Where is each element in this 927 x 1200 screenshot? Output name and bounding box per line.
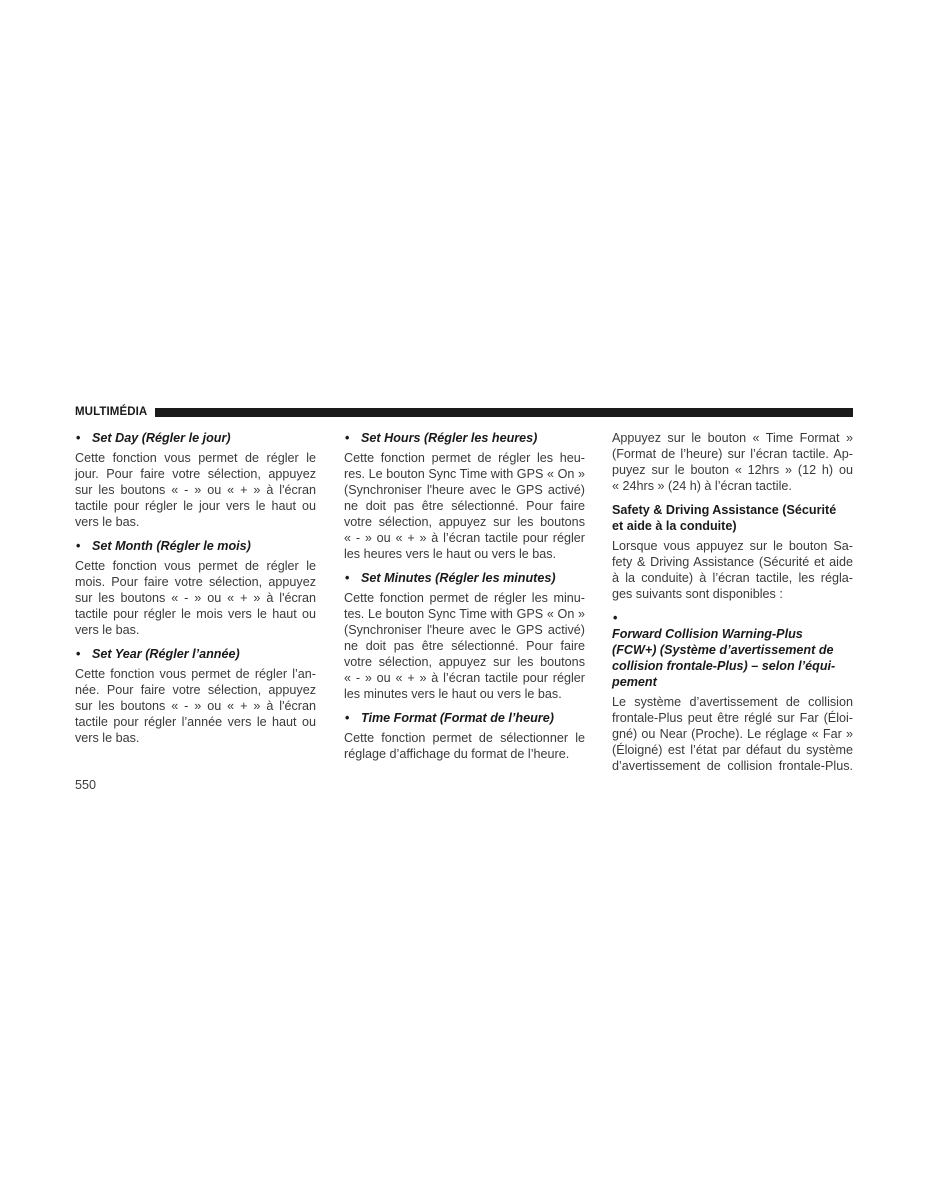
paragraph — [612, 694, 853, 774]
text-line: res. Le bouton Sync Time with GPS « On » — [344, 467, 585, 481]
column-2 — [344, 430, 585, 770]
text-line: (Format de l’heure) sur l’écran tactile. Ap- — [612, 447, 853, 461]
text-line: vers le bas. — [75, 623, 140, 637]
bullet-heading — [75, 538, 316, 554]
column-3 — [612, 430, 853, 782]
page-number: 550 — [75, 778, 97, 792]
text-line: votre sélection, appuyez sur les boutons — [344, 655, 585, 669]
text-line: fety & Driving Assistance (Sécurité et aide — [612, 555, 853, 569]
text-line: ne doit pas être sélectionné. Pour faire — [344, 499, 585, 513]
text-line: sur les boutons « - » ou « + » à l'écran — [75, 591, 316, 605]
heading-line: collision frontale-Plus) – selon l’équi- — [612, 659, 836, 673]
text-line: Lorsque vous appuyez sur le bouton Sa- — [612, 539, 853, 553]
text-line: réglage d’affichage du format de l’heure. — [344, 747, 570, 761]
paragraph — [75, 666, 316, 746]
text-line: votre sélection, appuyez sur les boutons — [344, 515, 585, 529]
paragraph — [75, 558, 316, 638]
text-line: Cette fonction vous permet de régler l’an- — [75, 667, 316, 681]
text-line: (Synchroniser l'heure avec le GPS activé) — [344, 483, 585, 497]
text-line: (Éloigné) est l’état par défaut du système — [612, 743, 853, 757]
text-line: tactile pour régler le jour vers le haut ou — [75, 499, 316, 513]
text-line: les heures vers le haut ou vers le bas. — [344, 547, 557, 561]
heading-line: et aide à la conduite) — [612, 519, 737, 533]
heading-line: Safety & Driving Assistance (Sécurité — [612, 503, 837, 517]
heading-text: Forward Collision Warning-Plus — [612, 627, 803, 641]
text-line: d’avertissement de collision frontale-Plus. — [612, 759, 853, 773]
section-title: MULTIMÉDIA — [75, 406, 148, 418]
text-line: Cette fonction vous permet de régler le — [75, 451, 316, 465]
text-line: Le système d’avertissement de collision — [612, 695, 853, 709]
heading-line — [612, 610, 853, 642]
bullet-icon: • — [76, 431, 81, 445]
text-line: « - » ou « + » à l’écran tactile pour régler — [344, 671, 585, 685]
text-line: Cette fonction permet de régler les minu- — [344, 591, 585, 605]
bullet-heading — [75, 646, 316, 662]
text-line: tactile pour régler le mois vers le haut ou — [75, 607, 316, 621]
paragraph — [344, 730, 585, 762]
text-line: gné) ou Near (Proche). Le réglage « Far » — [612, 727, 853, 741]
subsection-heading — [612, 502, 853, 534]
heading-line: (FCW+) (Système d’avertissement de — [612, 643, 834, 657]
heading-line: pement — [612, 675, 657, 689]
bullet-icon: • — [76, 539, 81, 553]
paragraph — [344, 590, 585, 702]
bullet-icon: • — [76, 647, 81, 661]
heading-text: Set Minutes (Régler les minutes) — [361, 571, 556, 585]
text-line: tes. Le bouton Sync Time with GPS « On » — [344, 607, 585, 621]
paragraph — [75, 450, 316, 530]
text-line: ges suivants sont disponibles : — [612, 587, 783, 601]
heading-text: Set Year (Régler l’année) — [92, 647, 240, 661]
bullet-icon: • — [345, 711, 350, 725]
text-line: Cette fonction vous permet de régler le — [75, 559, 316, 573]
bullet-heading — [344, 570, 585, 586]
paragraph — [612, 430, 853, 494]
bullet-icon: • — [345, 431, 350, 445]
text-line: Appuyez sur le bouton « Time Format » — [612, 431, 853, 445]
text-line: frontale-Plus peut être réglé sur Far (Éloi- — [612, 711, 853, 725]
heading-text: Set Day (Régler le jour) — [92, 431, 231, 445]
bullet-icon: • — [613, 611, 618, 625]
section-header — [75, 405, 853, 419]
text-line: puyez sur le bouton « 12hrs » (12 h) ou — [612, 463, 853, 477]
bullet-heading — [75, 430, 316, 446]
text-line: jour. Pour faire votre sélection, appuyez — [75, 467, 316, 481]
heading-text: Set Hours (Régler les heures) — [361, 431, 538, 445]
text-line: mois. Pour faire votre sélection, appuyez — [75, 575, 316, 589]
bullet-icon: • — [345, 571, 350, 585]
text-line: tactile pour régler l’année vers le haut ou — [75, 715, 316, 729]
text-line: sur les boutons « - » ou « + » à l'écran — [75, 483, 316, 497]
text-line: Cette fonction permet de sélectionner le — [344, 731, 585, 745]
paragraph — [344, 450, 585, 562]
text-line: (Synchroniser l'heure avec le GPS activé) — [344, 623, 585, 637]
paragraph — [612, 538, 853, 602]
text-line: vers le bas. — [75, 515, 140, 529]
heading-text: Set Month (Régler le mois) — [92, 539, 251, 553]
bullet-heading — [344, 430, 585, 446]
text-line: née. Pour faire votre sélection, appuyez — [75, 683, 316, 697]
text-line: « - » ou « + » à l’écran tactile pour régler — [344, 531, 585, 545]
text-line: à la conduite) à l’écran tactile, les régla- — [612, 571, 853, 585]
text-line: ne doit pas être sélectionné. Pour faire — [344, 639, 585, 653]
text-line: vers le bas. — [75, 731, 140, 745]
bullet-heading — [344, 710, 585, 726]
text-line: sur les boutons « - » ou « + » à l'écran — [75, 699, 316, 713]
text-line: Cette fonction permet de régler les heu- — [344, 451, 585, 465]
text-line: « 24hrs » (24 h) à l’écran tactile. — [612, 479, 792, 493]
column-1 — [75, 430, 316, 754]
text-line: les minutes vers le haut ou vers le bas. — [344, 687, 562, 701]
heading-text: Time Format (Format de l’heure) — [361, 711, 554, 725]
header-rule — [155, 408, 853, 417]
bullet-heading — [612, 610, 853, 690]
